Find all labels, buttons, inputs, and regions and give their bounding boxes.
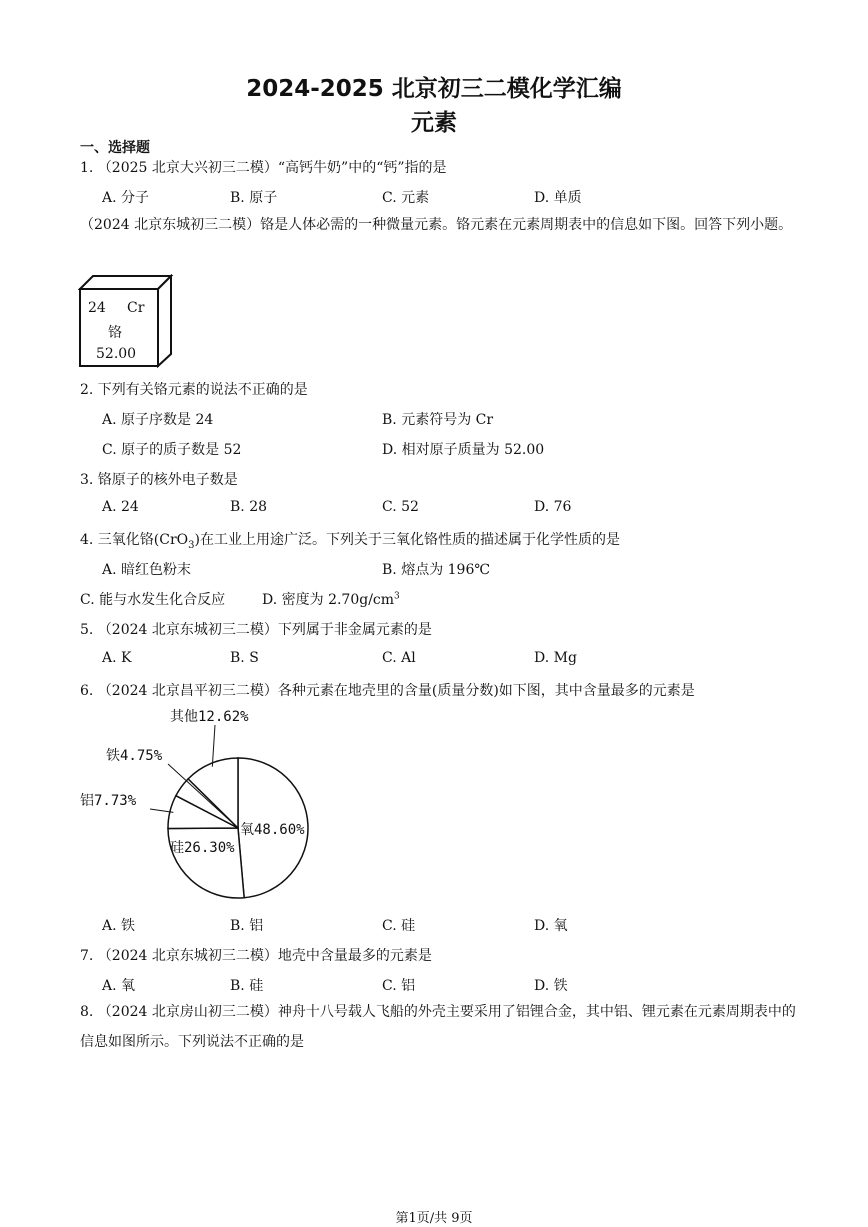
pie-label-2: 铝7.73% xyxy=(80,793,137,809)
q7-option-c[interactable]: C. 铝 xyxy=(382,978,416,994)
pie-slice-1 xyxy=(168,828,244,898)
page-title: 2024-2025 北京初三二模化学汇编 xyxy=(246,76,622,102)
q2-option-b[interactable]: B. 元素符号为 Cr xyxy=(382,412,494,428)
pie-label-1: 硅26.30% xyxy=(170,840,235,856)
q3-option-b[interactable]: B. 28 xyxy=(230,499,268,515)
question-1-stem: 1. （2025 北京大兴初三二模）“高钙牛奶”中的“钙”指的是 xyxy=(80,160,447,176)
q2-option-d[interactable]: D. 相对原子质量为 52.00 xyxy=(382,442,545,458)
q6-option-c[interactable]: C. 硅 xyxy=(382,918,416,934)
element-symbol: Cr xyxy=(127,300,145,316)
q6-option-d[interactable]: D. 氧 xyxy=(534,918,568,934)
chromium-intro: （2024 北京东城初三二模）铬是人体必需的一种微量元素。铬元素在元素周期表中的信息如下图。回答下列小题。 xyxy=(80,217,793,233)
q7-option-b[interactable]: B. 硅 xyxy=(230,978,264,994)
q1-option-d[interactable]: D. 单质 xyxy=(534,190,582,206)
q3-option-c[interactable]: C. 52 xyxy=(382,499,419,515)
question-4-stem xyxy=(80,529,620,551)
question-2-stem: 2. 下列有关铬元素的说法不正确的是 xyxy=(80,382,308,398)
section-heading: 一、选择题 xyxy=(80,140,150,156)
q4-stem-part: 4. 三氧化铬(CrO xyxy=(80,532,189,548)
element-name: 铬 xyxy=(108,325,122,341)
q6-option-b[interactable]: B. 铝 xyxy=(230,918,264,934)
q4-option-d-text: D. 密度为 2.70g/cm xyxy=(262,592,395,608)
element-atomic-mass: 52.00 xyxy=(96,346,137,362)
q1-option-c[interactable]: C. 元素 xyxy=(382,190,430,206)
q5-option-d[interactable]: D. Mg xyxy=(534,650,577,666)
q6-option-a[interactable]: A. 铁 xyxy=(102,918,136,934)
q4-stem-subscript: 3 xyxy=(188,539,195,551)
question-8-stem: 8. （2024 北京房山初三二模）神舟十八号载人飞船的外壳主要采用了铝锂合金，其中铝、锂元素在元素周期表中的信息如图所示。下列说法不正确的是 xyxy=(80,1004,796,1050)
q2-option-c[interactable]: C. 原子的质子数是 52 xyxy=(102,442,242,458)
q4-option-d[interactable] xyxy=(262,589,400,609)
element-atomic-number: 24 xyxy=(88,300,106,316)
q7-option-a[interactable]: A. 氧 xyxy=(102,978,136,994)
pie-label-3: 铁4.75% xyxy=(106,748,163,764)
q7-option-d[interactable]: D. 铁 xyxy=(534,978,568,994)
question-7-stem: 7. （2024 北京东城初三二模）地壳中含量最多的元素是 xyxy=(80,948,432,964)
crust-composition-pie-chart xyxy=(70,700,340,910)
q4-option-a[interactable]: A. 暗红色粉末 xyxy=(102,562,192,578)
q4-stem-part: )在工业上用途广泛。下列关于三氧化铬性质的描述属于化学性质的是 xyxy=(194,532,620,548)
page-subtitle: 元素 xyxy=(411,110,457,136)
q1-option-b[interactable]: B. 原子 xyxy=(230,190,278,206)
question-3-stem: 3. 铬原子的核外电子数是 xyxy=(80,472,238,488)
q1-option-a[interactable]: A. 分子 xyxy=(102,190,150,206)
pie-label-4: 其他12.62% xyxy=(170,709,249,725)
question-6-stem: 6. （2024 北京昌平初三二模）各种元素在地壳里的含量(质量分数)如下图，其中含量最多的元素是 xyxy=(80,683,695,699)
page-number: 第1页/共 9页 xyxy=(395,1211,473,1226)
pie-leader-line-4 xyxy=(212,725,215,767)
q5-option-c[interactable]: C. Al xyxy=(382,650,416,666)
q4-option-c[interactable]: C. 能与水发生化合反应 xyxy=(80,592,226,608)
q4-option-b[interactable]: B. 熔点为 196℃ xyxy=(382,562,491,578)
q3-option-d[interactable]: D. 76 xyxy=(534,499,572,515)
q3-option-a[interactable]: A. 24 xyxy=(102,499,139,515)
q4-option-d-superscript: 3 xyxy=(394,591,400,602)
q5-option-b[interactable]: B. S xyxy=(230,650,259,666)
q2-option-a[interactable]: A. 原子序数是 24 xyxy=(102,412,214,428)
q5-option-a[interactable]: A. K xyxy=(102,650,132,666)
question-5-stem: 5. （2024 北京东城初三二模）下列属于非金属元素的是 xyxy=(80,622,432,638)
pie-label-0: 氧48.60% xyxy=(240,822,305,838)
